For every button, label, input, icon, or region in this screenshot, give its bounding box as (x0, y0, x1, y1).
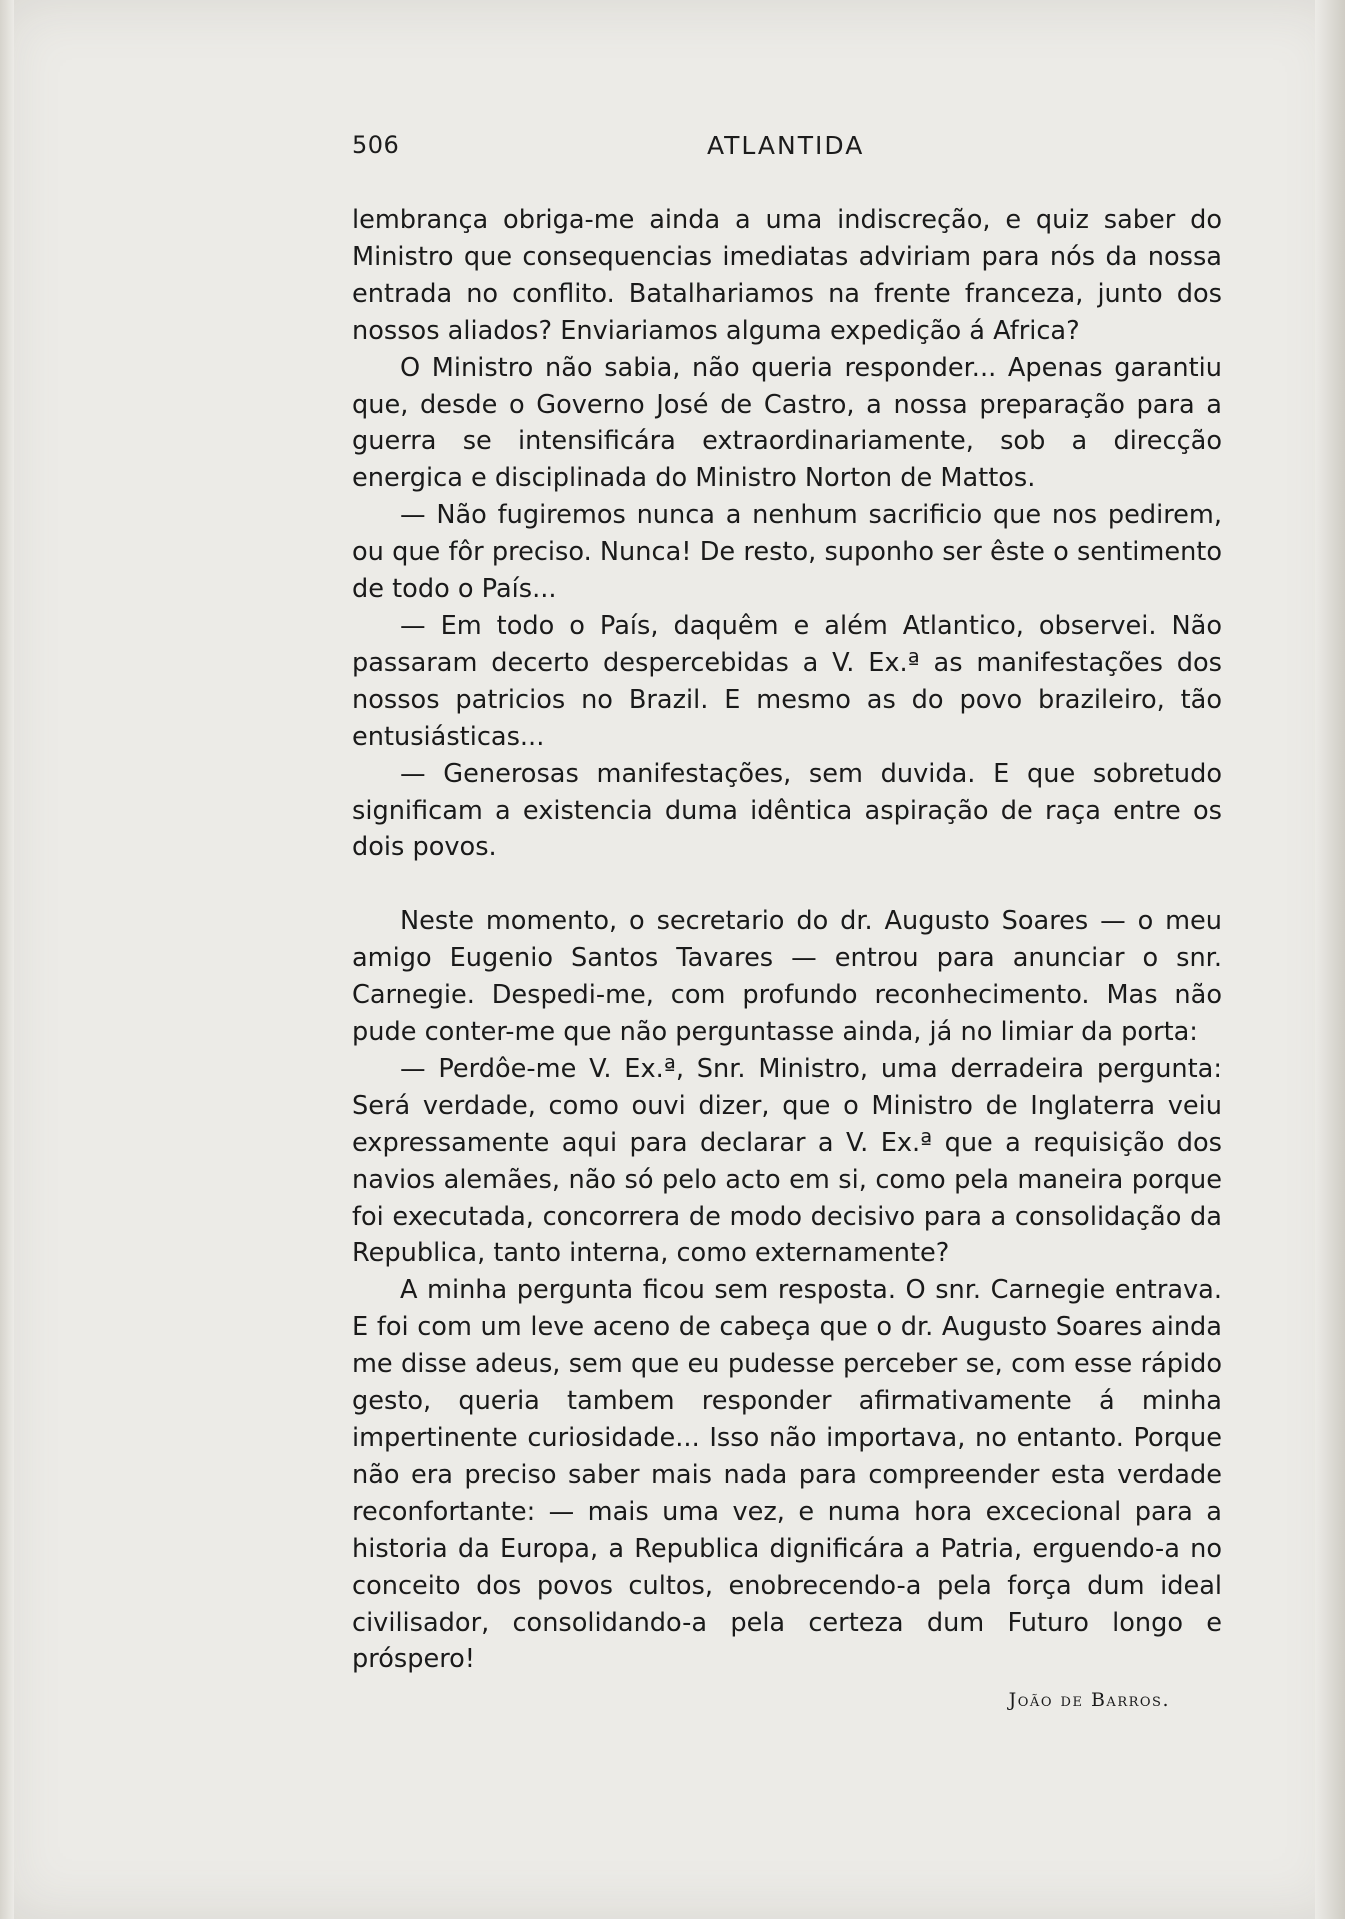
journal-title: ATLANTIDA (707, 131, 865, 160)
paragraph: A minha pergunta ficou sem resposta. O snr. Carnegie entrava. E foi com um leve aceno de cabeça que o dr. Augusto Soares ainda me disse adeus, sem que eu pudesse perceber se, com esse rápido gesto, queria tambem responder afirmativamente á minha impertinente curiosidade... Isso não importava, no entanto. Porque não era preciso saber mais nada para compreender esta verdade reconfortante: — mais uma vez, e numa hora excecional para a historia da Europa, a Republica dignificára a Patria, erguendo-a no conceito dos povos cultos, enobrecendo-a pela força dum ideal civilisador, consolidando-a pela certeza dum Futuro longo e próspero! (352, 1275, 1222, 1675)
paragraph: lembrança obriga-me ainda a uma indiscreção, e quiz saber do Ministro que consequencias imediatas adviriam para nós da nossa entrada no conflito. Batalhariamos na frente franceza, junto dos nossos aliados? Enviariamos alguma expedição á Africa? (352, 205, 1222, 346)
page-edge-left (0, 0, 14, 1919)
page-edge-right (1315, 0, 1345, 1919)
article-text (352, 202, 1222, 1718)
page-number: 506 (352, 131, 400, 159)
paragraph: — Não fugiremos nunca a nenhum sacrificio que nos pedirem, ou que fôr preciso. Nunca! De resto, suponho ser êste o sentimento de todo o País... (352, 500, 1222, 605)
paragraph: — Perdôe-me V. Ex.ª, Snr. Ministro, uma derradeira pergunta: Será verdade, como ouvi dizer, que o Ministro de Inglaterra veiu expressamente aqui para declarar a V. Ex.ª que a requisição dos navios alemães, não só pelo acto em si, como pela maneira porque foi executada, concorrera de modo decisivo para a consolidação da Republica, tanto interna, como externamente? (352, 1053, 1222, 1269)
paragraph: — Generosas manifestações, sem duvida. E que sobretudo significam a existencia duma idêntica aspiração de raça entre os dois povos. (352, 758, 1222, 863)
paragraph: — Em todo o País, daquêm e além Atlantico, observei. Não passaram decerto despercebidas a V. Ex.ª as manifestações dos nossos patricios no Brazil. E mesmo as do povo brazileiro, tão entusiásticas... (352, 610, 1222, 752)
paragraph: O Ministro não sabia, não queria responder... Apenas garantiu que, desde o Governo José de Castro, a nossa preparação para a guerra se intensificára extraordinariamente, sob a direcção energica e disciplinada do Ministro Norton de Mattos. (352, 352, 1222, 494)
paragraph: Neste momento, o secretario do dr. Augusto Soares — o meu amigo Eugenio Santos Tavares — entrou para anunciar o snr. Carnegie. Despedi-me, com profundo reconhecimento. Mas não pude conter-me que não perguntasse ainda, já no limiar da porta: (352, 906, 1222, 1048)
running-head (352, 131, 1222, 165)
author-signature: João de Barros. (1008, 1689, 1170, 1712)
